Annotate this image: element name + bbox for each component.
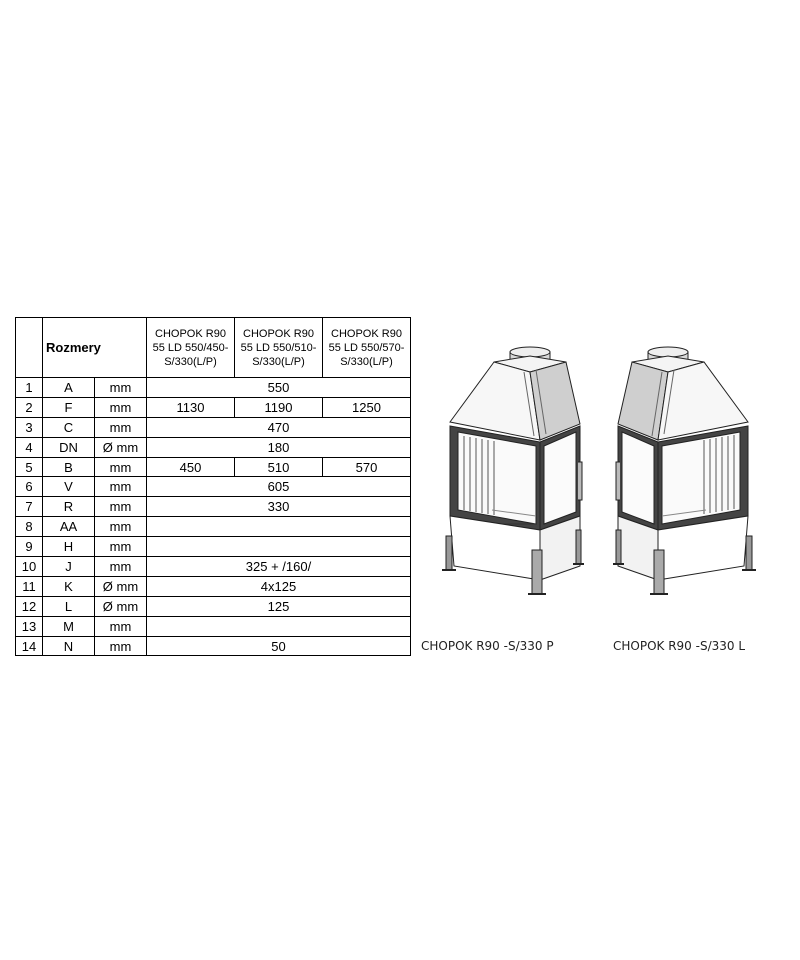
dimension-code: DN bbox=[43, 437, 95, 457]
row-number: 9 bbox=[16, 537, 43, 557]
dimension-value: 1130 bbox=[147, 397, 235, 417]
row-number: 14 bbox=[16, 636, 43, 656]
row-number: 1 bbox=[16, 378, 43, 398]
fireplace-drawing-l bbox=[604, 340, 764, 608]
table-row bbox=[16, 636, 411, 656]
row-number: 12 bbox=[16, 596, 43, 616]
dimension-code: H bbox=[43, 537, 95, 557]
dimension-value: 570 bbox=[323, 457, 411, 477]
table-row bbox=[16, 457, 411, 477]
table-row bbox=[16, 477, 411, 497]
dimension-code: A bbox=[43, 378, 95, 398]
dimension-unit: mm bbox=[95, 497, 147, 517]
dimension-code: J bbox=[43, 557, 95, 577]
dimension-unit: mm bbox=[95, 557, 147, 577]
row-number: 7 bbox=[16, 497, 43, 517]
dimension-unit: Ø mm bbox=[95, 437, 147, 457]
row-number: 6 bbox=[16, 477, 43, 497]
dimension-value: 50 bbox=[147, 636, 411, 656]
row-number: 2 bbox=[16, 397, 43, 417]
dimension-unit: Ø mm bbox=[95, 576, 147, 596]
fireplace-drawing-p bbox=[432, 340, 592, 608]
dimension-unit: mm bbox=[95, 636, 147, 656]
dimension-unit: mm bbox=[95, 378, 147, 398]
row-number: 10 bbox=[16, 557, 43, 577]
table-row bbox=[16, 557, 411, 577]
dimension-unit: mm bbox=[95, 537, 147, 557]
table-header-row bbox=[16, 318, 411, 378]
dimension-value bbox=[147, 537, 411, 557]
dimension-code: AA bbox=[43, 517, 95, 537]
table-row bbox=[16, 378, 411, 398]
table-row bbox=[16, 596, 411, 616]
dimensions-table bbox=[15, 317, 411, 656]
dimension-unit: mm bbox=[95, 417, 147, 437]
table-row bbox=[16, 417, 411, 437]
row-number: 13 bbox=[16, 616, 43, 636]
dimension-code: M bbox=[43, 616, 95, 636]
dimension-unit: mm bbox=[95, 457, 147, 477]
dimension-value: 4x125 bbox=[147, 576, 411, 596]
table-row bbox=[16, 537, 411, 557]
dimension-unit: mm bbox=[95, 477, 147, 497]
dimension-code: B bbox=[43, 457, 95, 477]
table-row bbox=[16, 576, 411, 596]
row-number: 5 bbox=[16, 457, 43, 477]
dimension-value: 605 bbox=[147, 477, 411, 497]
table-row bbox=[16, 616, 411, 636]
dimension-unit: Ø mm bbox=[95, 596, 147, 616]
dimension-value: 125 bbox=[147, 596, 411, 616]
model-header-2: CHOPOK R90 55 LD 550/510-S/330(L/P) bbox=[235, 318, 323, 378]
dimension-code: L bbox=[43, 596, 95, 616]
caption-l: CHOPOK R90 -S/330 L bbox=[613, 639, 746, 653]
header-corner-cell bbox=[16, 318, 43, 378]
dimension-value: 325 + /160/ bbox=[147, 557, 411, 577]
dimension-value bbox=[147, 517, 411, 537]
dimension-value: 1190 bbox=[235, 397, 323, 417]
dimension-value: 330 bbox=[147, 497, 411, 517]
row-number: 4 bbox=[16, 437, 43, 457]
dimension-unit: mm bbox=[95, 397, 147, 417]
dimension-code: K bbox=[43, 576, 95, 596]
dimension-value: 450 bbox=[147, 457, 235, 477]
dimension-value: 470 bbox=[147, 417, 411, 437]
dimension-value: 180 bbox=[147, 437, 411, 457]
row-number: 3 bbox=[16, 417, 43, 437]
table-row bbox=[16, 397, 411, 417]
dimension-code: V bbox=[43, 477, 95, 497]
table-row bbox=[16, 437, 411, 457]
model-header-1: CHOPOK R90 55 LD 550/450-S/330(L/P) bbox=[147, 318, 235, 378]
table-row bbox=[16, 497, 411, 517]
dimension-unit: mm bbox=[95, 616, 147, 636]
row-number: 11 bbox=[16, 576, 43, 596]
dimension-code: N bbox=[43, 636, 95, 656]
dimension-value: 1250 bbox=[323, 397, 411, 417]
dimension-value bbox=[147, 616, 411, 636]
dimension-value: 550 bbox=[147, 378, 411, 398]
dimension-value: 510 bbox=[235, 457, 323, 477]
dimension-code: C bbox=[43, 417, 95, 437]
dimension-unit: mm bbox=[95, 517, 147, 537]
dimensions-header: Rozmery bbox=[43, 318, 147, 378]
table-row bbox=[16, 517, 411, 537]
dimension-code: F bbox=[43, 397, 95, 417]
model-header-3: CHOPOK R90 55 LD 550/570-S/330(L/P) bbox=[323, 318, 411, 378]
caption-p: CHOPOK R90 -S/330 P bbox=[421, 639, 554, 653]
dimension-code: R bbox=[43, 497, 95, 517]
row-number: 8 bbox=[16, 517, 43, 537]
